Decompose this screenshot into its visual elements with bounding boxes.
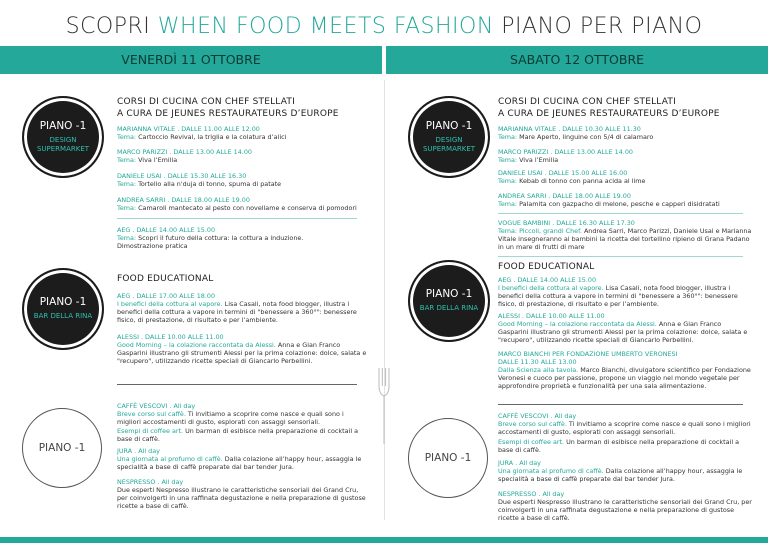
food-educational-header: FOOD EDUCATIONAL — [498, 262, 595, 272]
bar-entry: JURA . All day Una giornata al profumo di caffè. Dalla colazione all’happy hour, assaggia le specialità a base di caffè preparate dal bar tender Jura. — [117, 447, 362, 471]
vogue-entry: VOGUE BAMBINI . DALLE 16.30 ALLE 17.30 Tema: Piccoli, grandi Chef. Andrea Sarri, Marco Parizzi, Daniele Usai e Marianna Vitale insegneranno ai bambini la ricetta del tortellino ripieno di Grana Padano in un mare di frutti di mare — [498, 219, 752, 251]
food-educational-header: FOOD EDUCATIONAL — [117, 274, 214, 284]
divider — [498, 256, 743, 257]
course-entry: DANIELE USAI . DALLE 15.00 ALLE 16.00 Tema: Kebab di tonno con panna acida al lime — [498, 169, 646, 185]
food-entry: ALESSI . DALLE 10.00 ALLE 11.00 Good Morning – la colazione raccontata da Alessi. Anna e Gian Franco Gasparini illustrano gli strumenti Alessi per la prima colazione: dolce, salata e "recupero", utilizzando ricette speciali di Giancarlo Perbellini. — [117, 333, 367, 365]
bar-entry: CAFFÈ VESCOVI . All day Breve corso sul caffè. Ti invitiamo a scoprire come nasce e quali sono i migliori accostamenti di gusto, esplorati con assaggi sensoriali. — [498, 412, 751, 436]
bottom-bar — [0, 537, 768, 543]
bar-entry: NESPRESSO . All day Due esperti Nespresso illustrano le caratteristiche sensoriali dei Grand Cru, per coinvolgerti in una raffinata degustazione e nella preparazione di gustose ricette a base di caffè. — [117, 478, 366, 510]
food-entry: MARCO BIANCHI PER FONDAZIONE UMBERTO VERONESI DALLE 11.30 ALLE 13.00 Dalla Scienza alla tavola. Marco Bianchi, divulgatore scientifico per Fondazione Veronesi e cuoco per passione, propone un viaggio nel mondo vegetale per approfondire proprietà e funzionalità per una sala alimentazione. — [498, 350, 751, 390]
badge-bar-della-rina: PIANO -1 BAR DELLA RINA — [22, 268, 104, 350]
divider — [498, 213, 743, 214]
course-entry: DANIELE USAI . DALLE 15.30 ALLE 16.30 Tema: Tortello alla n'duja di tonno, spuma di patate — [117, 172, 282, 188]
course-entry: ANDREA SARRI . DALLE 18.00 ALLE 19.00 Tema: Camaroli mantecato al pesto con novellame e conserva di pomodori — [117, 196, 357, 212]
day-header-saturday: SABATO 12 OTTOBRE — [386, 46, 768, 74]
badge-piano: PIANO -1 — [22, 408, 102, 488]
aeg-entry: AEG . DALLE 14.00 ALLE 15.00 Tema: Scopri il futuro della cottura: la cottura a induzione. Dimostrazione pratica — [117, 226, 304, 250]
badge-piano: PIANO -1 — [408, 418, 488, 498]
course-entry: MARIANNA VITALE . DALLE 10.30 ALLE 11.30 Tema: Mare Aperto, linguine con 5/4 di calamaro — [498, 125, 654, 141]
divider — [498, 404, 743, 405]
bar-entry: Esempi di coffee art. Un barman di esibisce nella preparazione di cocktail a base di caffè. — [498, 438, 740, 454]
courses-header: CORSI DI CUCINA CON CHEF STELLATI A CURA DE JEUNES RESTAURATEURS D’EUROPE — [498, 97, 720, 119]
badge-design-supermarket: PIANO -1 DESIGN SUPERMARKET — [22, 96, 104, 178]
course-entry: MARCO PARIZZI . DALLE 13.00 ALLE 14.00 Tema: Viva l’Emilia — [498, 148, 633, 164]
course-entry: ANDREA SARRI . DALLE 18.00 ALLE 19.00 Tema: Palamita con gazpacho di melone, pesche e capperi disidratati — [498, 192, 720, 208]
bar-entry: Esempi di coffee art. Un barman di esibisce nella preparazione di cocktail a base di caffè. — [117, 427, 359, 443]
bar-entry: JURA . All day Una giornata al profumo di caffè. Dalla colazione all’happy hour, assaggia le specialità a base di caffè preparate dal bar tender Jura. — [498, 459, 743, 483]
food-entry: ALESSI . DALLE 10.00 ALLE 11.00 Good Morning – la colazione raccontata da Alessi. Anna e Gian Franco Gasparini illustrano gli strumenti Alessi per la prima colazione: dolce, salata e "recupero", utilizzando ricette speciali di Giancarlo Perbellini. — [498, 312, 748, 344]
bar-entry: CAFFÈ VESCOVI . All day Breve corso sul caffè. Ti invitiamo a scoprire come nasce e quali sono i migliori accostamenti di gusto, esplorati con assaggi sensoriali. — [117, 402, 344, 426]
food-entry: AEG . DALLE 17.00 ALLE 18.00 I benefici della cottura al vapore. Lisa Casali, nota food blogger, illustra i benefici della cottura a vapore in termini di "benessere a 360°": benessere fisico, di prestazione, di risultato e per l’ambiente. — [117, 292, 357, 324]
badge-design-supermarket: PIANO -1 DESIGN SUPERMARKET — [408, 96, 490, 178]
day-header-friday: VENERDÌ 11 OTTOBRE — [0, 46, 382, 74]
food-entry: AEG . DALLE 14.00 ALLE 15.00 I benefici della cottura al vapore. Lisa Casali, nota food blogger, illustra i benefici della cottura a vapore in termini di "benessere a 360°": benessere fisico, di prestazione, di risultato e per l’ambiente. — [498, 276, 738, 308]
fork-icon — [376, 366, 392, 446]
badge-bar-della-rina: PIANO -1 BAR DELLA RINA — [408, 260, 490, 342]
page-title: SCOPRI WHEN FOOD MEETS FASHION PIANO PER PIANO — [65, 14, 703, 39]
course-entry: MARIANNA VITALE . DALLE 11.00 ALLE 12.00 Tema: Cartoccio Revival, la triglia e la colatura d’alici — [117, 125, 287, 141]
course-entry: MARCO PARIZZI . DALLE 13.00 ALLE 14.00 Tema: Viva l’Emilia — [117, 148, 252, 164]
bar-entry: NESPRESSO . All day Due esperti Nespresso illustrano le caratteristiche sensoriali dei Grand Cru, per coinvolgerti in una raffinata degustazione e nella preparazione di gustose ricette a base di caffè. — [498, 490, 752, 522]
divider — [117, 218, 357, 219]
courses-header: CORSI DI CUCINA CON CHEF STELLATI A CURA DE JEUNES RESTAURATEURS D’EUROPE — [117, 97, 339, 119]
divider — [117, 384, 357, 385]
column-divider — [384, 80, 385, 520]
